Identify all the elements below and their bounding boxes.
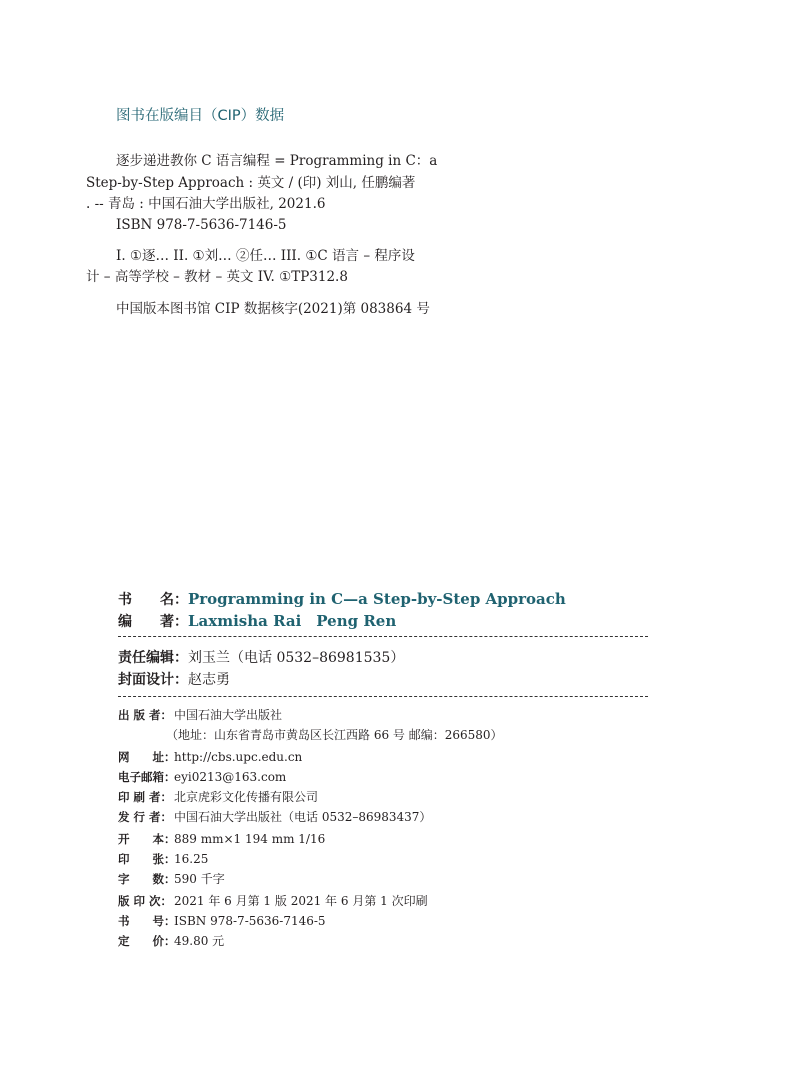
- cover-design-row: [118, 669, 230, 689]
- word-count-row: [118, 870, 225, 888]
- book-author-label: 编 著：: [118, 614, 188, 630]
- sheets-row: [118, 850, 208, 868]
- printer-label: 印 刷 者：: [118, 790, 173, 804]
- publisher-address: （地址：山东省青岛市黄岛区长江西路 66 号 邮编：266580）: [166, 728, 503, 742]
- format-row: [118, 830, 325, 848]
- isbn-value: ISBN 978-7-5636-7146-5: [174, 914, 326, 928]
- edition-label: 版 印 次：: [118, 894, 173, 908]
- distributor-label: 发 行 者：: [118, 810, 173, 824]
- publisher-value: 中国石油大学出版社: [174, 708, 283, 722]
- price-row: [118, 932, 224, 950]
- distributor-value: 中国石油大学出版社（电话 0532–86983437）: [174, 810, 432, 824]
- cip-classification-2: 计 – 高等学校 – 教材 – 英文 IV. ①TP312.8: [86, 269, 348, 285]
- website-row: [118, 748, 302, 766]
- editor-row: [118, 647, 404, 667]
- distributor-row: [118, 808, 431, 826]
- word-count-value: 590 千字: [174, 872, 225, 886]
- publisher-row: [118, 706, 282, 724]
- isbn-label: 书 号：: [118, 914, 176, 928]
- word-count-label: 字 数：: [118, 872, 176, 886]
- email-label: 电子邮箱：: [118, 770, 176, 784]
- publisher-label: 出 版 者：: [118, 708, 173, 722]
- cover-design-label: 封面设计：: [118, 672, 188, 688]
- book-author-row: [118, 610, 396, 631]
- book-author-value: Laxmisha Rai Peng Ren: [188, 612, 397, 630]
- price-label: 定 价：: [118, 934, 176, 948]
- editor-label: 责任编辑：: [118, 650, 188, 666]
- isbn-row: [118, 912, 326, 930]
- website-label: 网 址：: [118, 750, 176, 764]
- cover-design-value: 赵志勇: [188, 672, 230, 688]
- printer-row: [118, 788, 318, 806]
- email-value: eyi0213@163.com: [174, 770, 287, 784]
- divider: [118, 696, 648, 697]
- website-value: http://cbs.upc.edu.cn: [174, 750, 303, 764]
- book-title-value: Programming in C—a Step-by-Step Approach: [188, 590, 566, 608]
- book-title-label: 书 名：: [118, 592, 188, 608]
- book-title-row: [118, 589, 566, 609]
- cip-line-3: . -- 青岛 : 中国石油大学出版社, 2021.6: [86, 196, 326, 212]
- edition-row: [118, 892, 428, 910]
- cip-isbn: ISBN 978-7-5636-7146-5: [116, 217, 287, 233]
- divider: [118, 636, 648, 637]
- sheets-label: 印 张：: [118, 852, 176, 866]
- edition-value: 2021 年 6 月第 1 版 2021 年 6 月第 1 次印刷: [174, 894, 428, 908]
- editor-value: 刘玉兰（电话 0532–86981535）: [188, 650, 405, 666]
- format-value: 889 mm×1 194 mm 1/16: [174, 832, 326, 846]
- cip-classification-1: I. ①逐… II. ①刘… ②任… III. ①C 语言 – 程序设: [116, 248, 415, 264]
- cip-title: 图书在版编目（CIP）数据: [116, 108, 285, 124]
- cip-line-1: 逐步递进教你 C 语言编程 = Programming in C：a: [116, 153, 438, 169]
- cip-line-2: Step-by-Step Approach : 英文 / (印) 刘山, 任鹏编著: [86, 175, 416, 191]
- sheets-value: 16.25: [174, 852, 209, 866]
- printer-value: 北京虎彩文化传播有限公司: [174, 790, 319, 804]
- cip-record-number: 中国版本图书馆 CIP 数据核字(2021)第 083864 号: [116, 301, 430, 317]
- email-row: [118, 768, 286, 786]
- price-value: 49.80 元: [174, 934, 225, 948]
- format-label: 开 本：: [118, 832, 176, 846]
